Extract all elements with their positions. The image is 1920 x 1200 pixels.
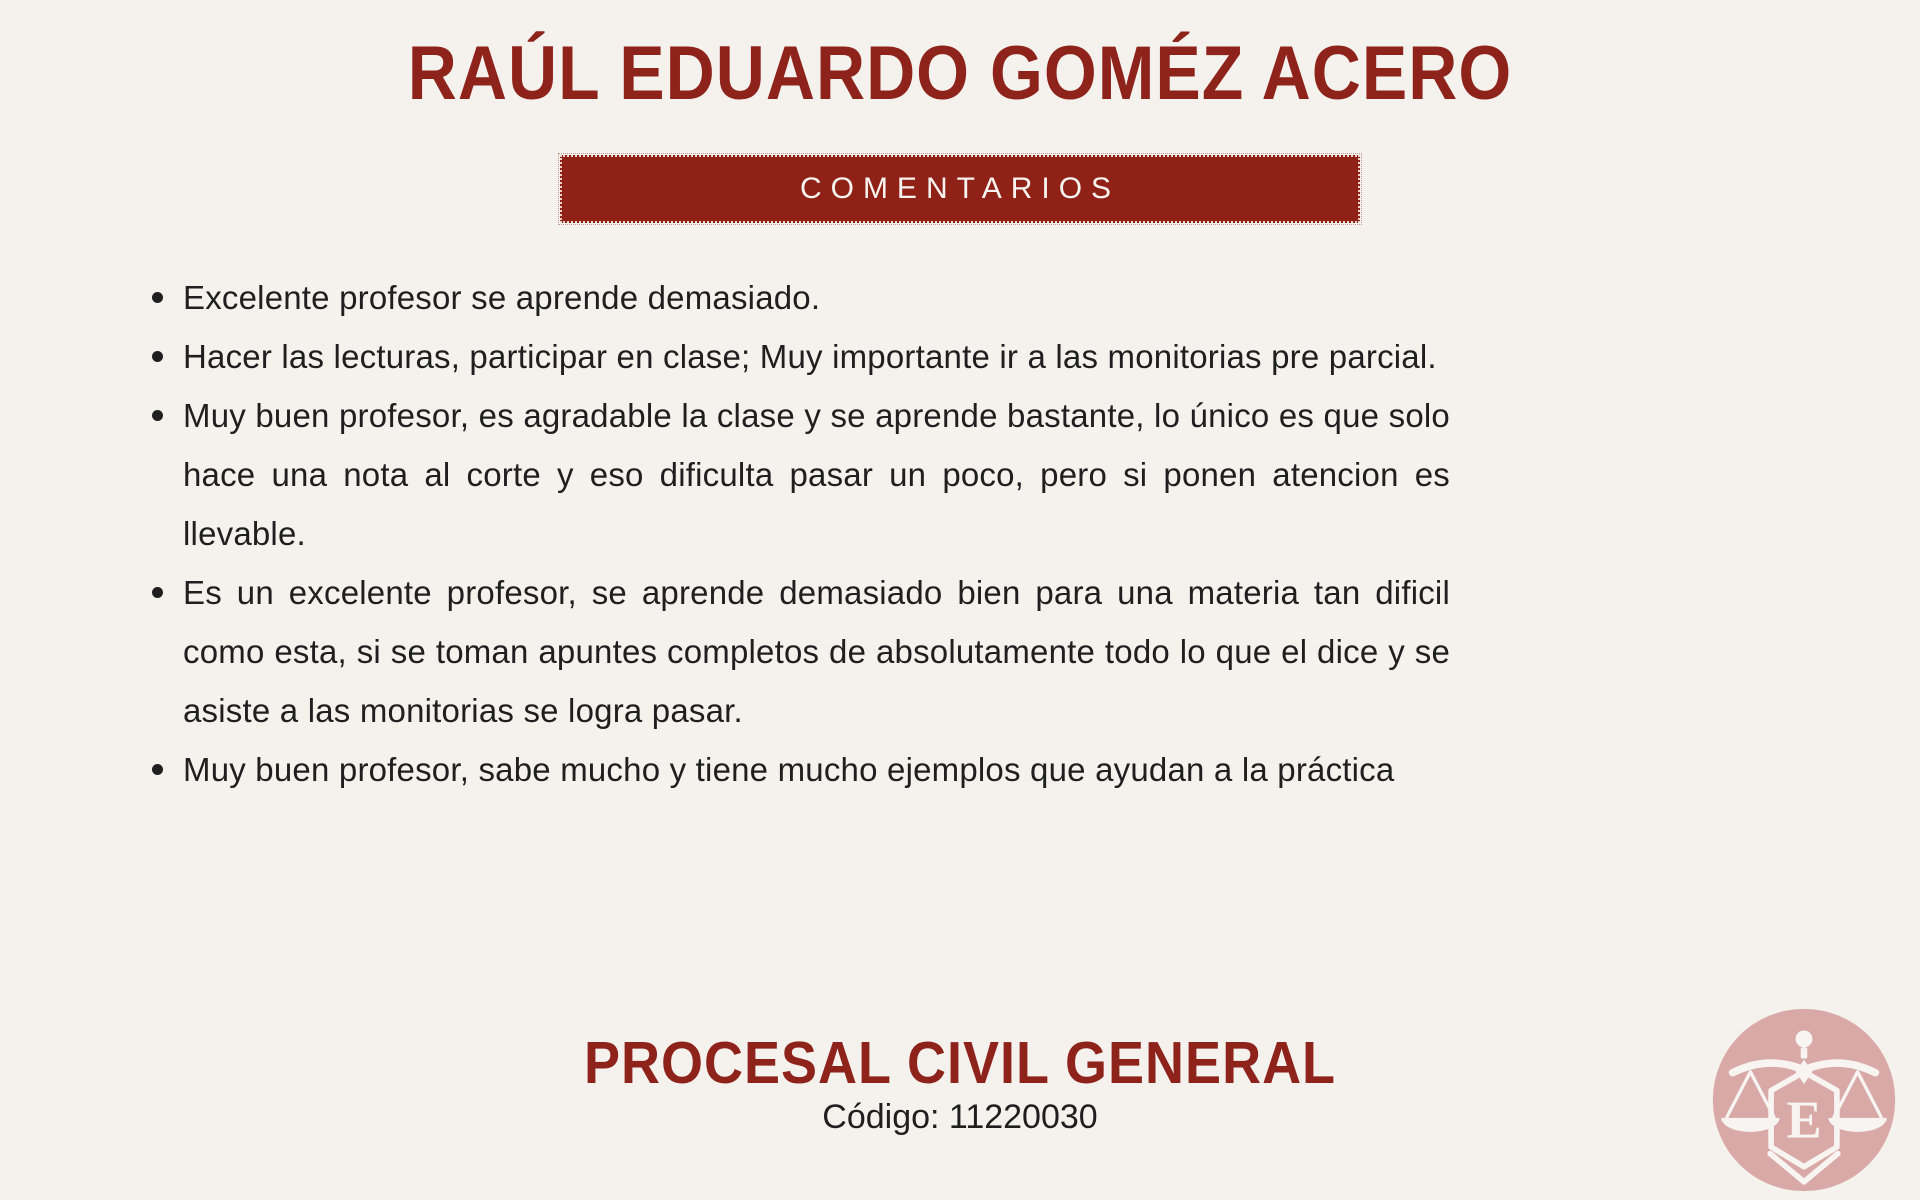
comment-item: Es un excelente profesor, se aprende demasiado bien para una materia tan dificil como esta, si se toman apuntes completos de absolutamente todo lo que el dice y se asiste a las monitorias se logra pasar. <box>150 563 1450 740</box>
course-code: Código: 11220030 <box>822 1098 1098 1136</box>
comment-item: Excelente profesor se aprende demasiado. <box>150 268 1450 327</box>
comments-banner <box>560 155 1360 223</box>
page-title: RAÚL EDUARDO GOMÉZ ACERO <box>407 30 1513 116</box>
comment-item: Muy buen profesor, sabe mucho y tiene mucho ejemplos que ayudan a la práctica <box>150 740 1450 799</box>
comment-item: Hacer las lecturas, participar en clase; Muy importante ir a las monitorias pre parcial. <box>150 327 1450 386</box>
scales-of-justice-shield-logo <box>1710 1006 1898 1194</box>
footer <box>0 1032 1920 1137</box>
comment-item: Muy buen profesor, es agradable la clase y se aprende bastante, lo único es que solo hace una nota al corte y eso dificulta pasar un poco, pero si ponen atencion es llevable. <box>150 386 1450 563</box>
comments-banner-label: COMENTARIOS <box>799 172 1121 205</box>
logo-letter: E <box>1786 1091 1822 1150</box>
comments-list <box>150 268 1450 799</box>
course-title: PROCESAL CIVIL GENERAL <box>583 1030 1337 1096</box>
